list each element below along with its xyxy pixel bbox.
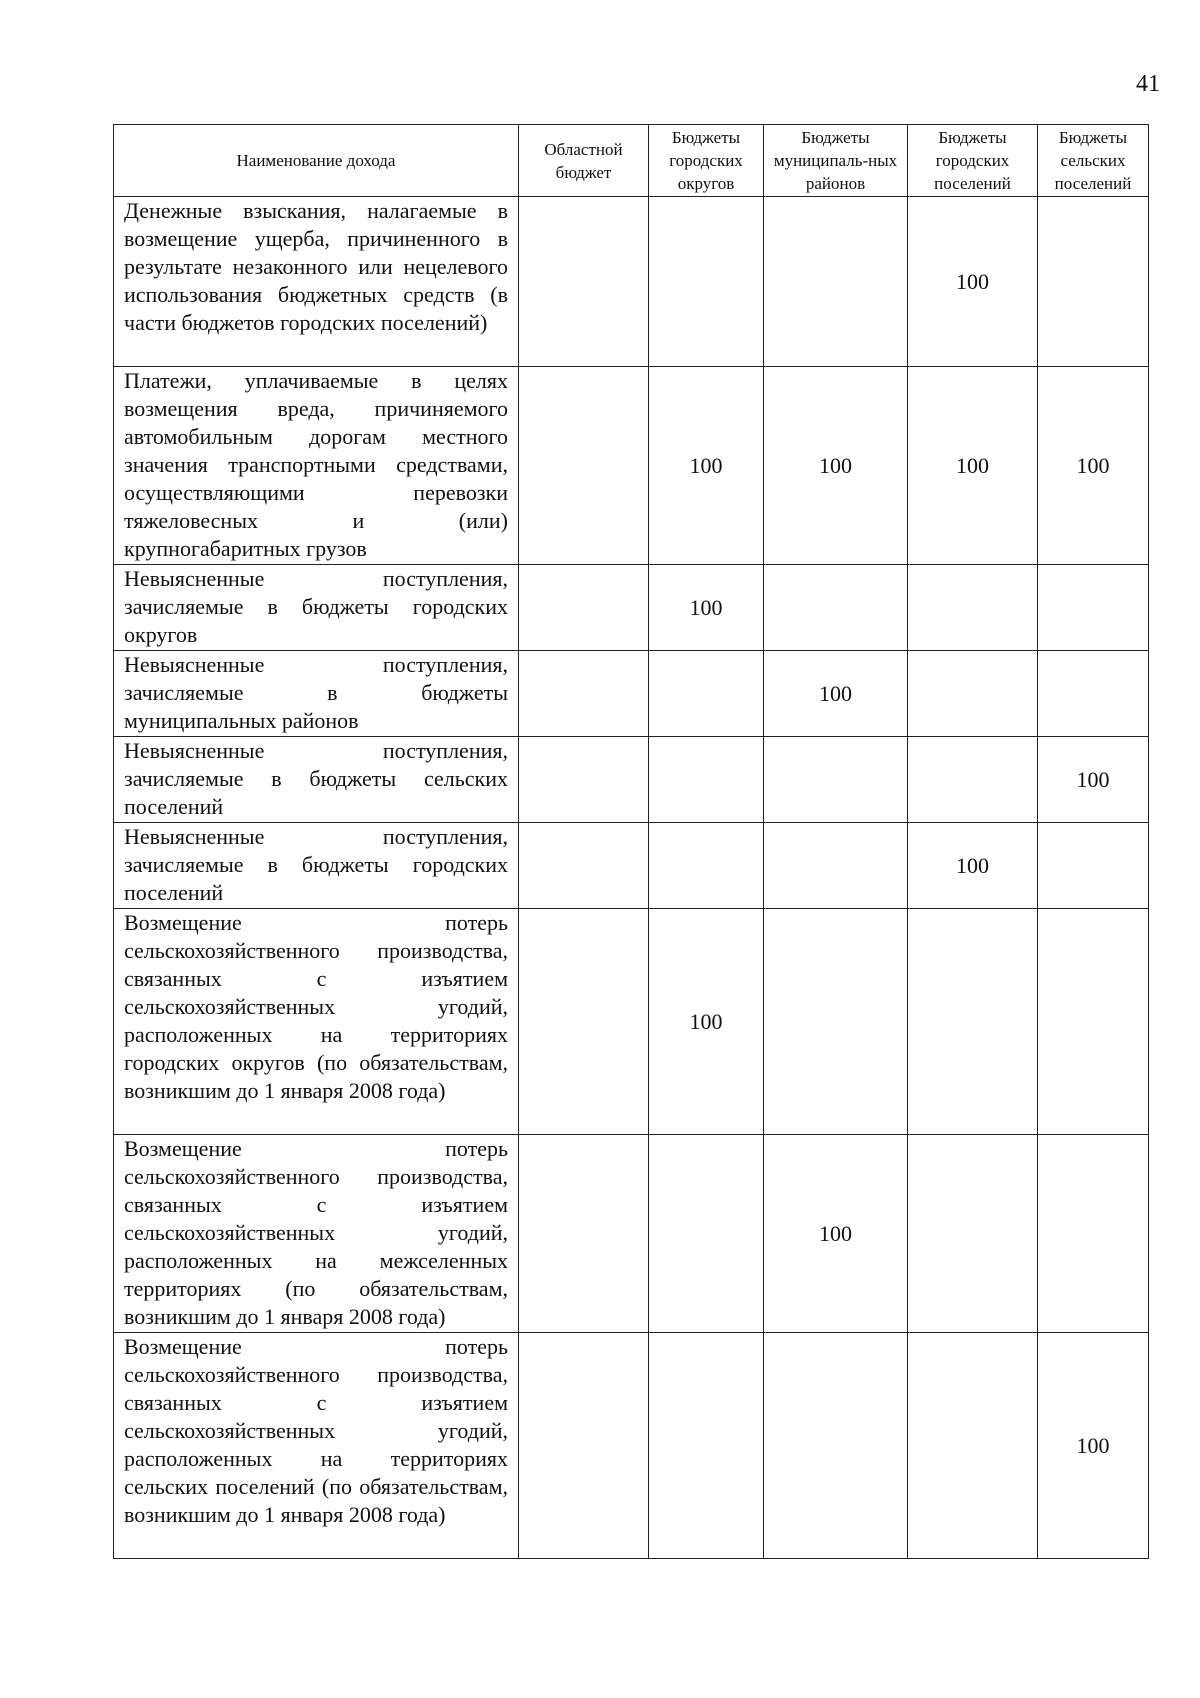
regional-budget-cell xyxy=(519,565,649,651)
regional-budget-cell xyxy=(519,737,649,823)
urban-settlement-budgets-cell: 100 xyxy=(908,197,1038,367)
regional-budget-cell xyxy=(519,909,649,1135)
regional-budget-cell xyxy=(519,367,649,565)
revenue-name-cell: Платежи, уплачиваемые в целях возмещения вреда, причиняемого автомобильным дорогам местного значения транспортными средствами, осуществляющими перевозки тяжеловесных и (или) крупногабаритных грузов xyxy=(114,367,519,565)
rural-settlement-budgets-cell xyxy=(1038,823,1149,909)
table-body xyxy=(114,197,1149,1559)
municipal-district-budgets-cell: 100 xyxy=(764,651,908,737)
city-district-budgets-cell xyxy=(649,197,764,367)
table-row xyxy=(114,367,1149,565)
table-row xyxy=(114,909,1149,1135)
regional-budget-cell xyxy=(519,823,649,909)
revenue-name-cell: Денежные взыскания, налагаемые в возмещение ущерба, причиненного в результате незаконного или нецелевого использования бюджетных средств (в части бюджетов городских поселений) xyxy=(114,197,519,367)
revenue-name-cell: Невыясненные поступления, зачисляемые в бюджеты муниципальных районов xyxy=(114,651,519,737)
urban-settlement-budgets-cell xyxy=(908,737,1038,823)
municipal-district-budgets-cell: 100 xyxy=(764,367,908,565)
municipal-district-budgets-cell xyxy=(764,1333,908,1559)
urban-settlement-budgets-cell xyxy=(908,651,1038,737)
table-row xyxy=(114,1333,1149,1559)
regional-budget-cell xyxy=(519,1333,649,1559)
rural-settlement-budgets-cell xyxy=(1038,565,1149,651)
table-row xyxy=(114,823,1149,909)
table-row xyxy=(114,197,1149,367)
city-district-budgets-cell: 100 xyxy=(649,565,764,651)
city-district-budgets-cell xyxy=(649,1333,764,1559)
municipal-district-budgets-cell xyxy=(764,565,908,651)
urban-settlement-budgets-cell xyxy=(908,565,1038,651)
municipal-district-budgets-cell xyxy=(764,737,908,823)
city-district-budgets-cell: 100 xyxy=(649,367,764,565)
header-municipal-district-budgets: Бюджеты муниципаль-ных районов xyxy=(764,125,908,197)
header-revenue-name: Наименование дохода xyxy=(114,125,519,197)
table-row xyxy=(114,651,1149,737)
city-district-budgets-cell xyxy=(649,737,764,823)
rural-settlement-budgets-cell: 100 xyxy=(1038,737,1149,823)
rural-settlement-budgets-cell xyxy=(1038,909,1149,1135)
rural-settlement-budgets-cell xyxy=(1038,1135,1149,1333)
rural-settlement-budgets-cell: 100 xyxy=(1038,1333,1149,1559)
header-regional-budget: Областной бюджет xyxy=(519,125,649,197)
municipal-district-budgets-cell xyxy=(764,909,908,1135)
regional-budget-cell xyxy=(519,651,649,737)
city-district-budgets-cell: 100 xyxy=(649,909,764,1135)
revenue-name-cell: Возмещение потерь сельскохозяйственного производства, связанных с изъятием сельскохозяйственных угодий, расположенных на межселенных территориях (по обязательствам, возникшим до 1 января 2008 года) xyxy=(114,1135,519,1333)
municipal-district-budgets-cell: 100 xyxy=(764,1135,908,1333)
revenue-name-cell: Невыясненные поступления, зачисляемые в бюджеты городских поселений xyxy=(114,823,519,909)
city-district-budgets-cell xyxy=(649,823,764,909)
urban-settlement-budgets-cell: 100 xyxy=(908,823,1038,909)
regional-budget-cell xyxy=(519,197,649,367)
revenue-name-cell: Невыясненные поступления, зачисляемые в бюджеты сельских поселений xyxy=(114,737,519,823)
header-city-district-budgets: Бюджеты городских округов xyxy=(649,125,764,197)
rural-settlement-budgets-cell xyxy=(1038,197,1149,367)
rural-settlement-budgets-cell: 100 xyxy=(1038,367,1149,565)
city-district-budgets-cell xyxy=(649,651,764,737)
table-header-row xyxy=(114,125,1149,197)
regional-budget-cell xyxy=(519,1135,649,1333)
header-urban-settlement-budgets: Бюджеты городских поселений xyxy=(908,125,1038,197)
urban-settlement-budgets-cell xyxy=(908,1135,1038,1333)
municipal-district-budgets-cell xyxy=(764,197,908,367)
revenue-name-cell: Возмещение потерь сельскохозяйственного производства, связанных с изъятием сельскохозяйственных угодий, расположенных на территориях городских округов (по обязательствам, возникшим до 1 января 2008 года) xyxy=(114,909,519,1135)
urban-settlement-budgets-cell xyxy=(908,909,1038,1135)
urban-settlement-budgets-cell xyxy=(908,1333,1038,1559)
revenue-name-cell: Возмещение потерь сельскохозяйственного производства, связанных с изъятием сельскохозяйственных угодий, расположенных на территориях сельских поселений (по обязательствам, возникшим до 1 января 2008 года) xyxy=(114,1333,519,1559)
revenue-distribution-table xyxy=(113,124,1149,1559)
rural-settlement-budgets-cell xyxy=(1038,651,1149,737)
page-number: 41 xyxy=(1136,71,1160,97)
table-row xyxy=(114,565,1149,651)
table-row xyxy=(114,737,1149,823)
header-rural-settlement-budgets: Бюджеты сельских поселений xyxy=(1038,125,1149,197)
revenue-name-cell: Невыясненные поступления, зачисляемые в бюджеты городских округов xyxy=(114,565,519,651)
municipal-district-budgets-cell xyxy=(764,823,908,909)
urban-settlement-budgets-cell: 100 xyxy=(908,367,1038,565)
table-row xyxy=(114,1135,1149,1333)
city-district-budgets-cell xyxy=(649,1135,764,1333)
